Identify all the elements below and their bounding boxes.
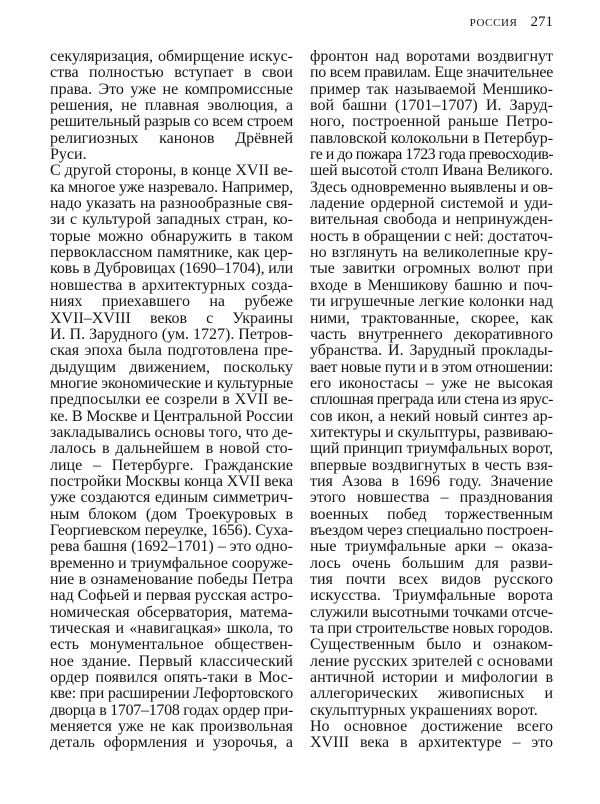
text-line: военных побед торжественным xyxy=(310,505,553,523)
text-line: убранства. И. Зарудный проклады- xyxy=(310,342,553,360)
text-line: И. П. Зарудного (ум. 1727). Петров- xyxy=(50,325,294,343)
text-line: деталь оформления и узорочья, а xyxy=(50,734,293,752)
text-line: новшества в архитектурных созда- xyxy=(50,276,293,294)
text-line: ка многое уже назревало. Например, xyxy=(50,178,294,196)
text-line: фронтон над воротами воздвигнут xyxy=(310,48,553,65)
text-line: ное здание. Первый классический xyxy=(50,652,293,670)
text-line: дыдущим движением, поскольку xyxy=(50,358,293,376)
text-line: закладывались основы того, что де- xyxy=(50,423,293,441)
text-line: XVIII века в архитектуре – это xyxy=(310,734,553,752)
text-line: постройки Москвы конца XVII века xyxy=(50,472,293,490)
text-line: Георгиевском переулке, 1656). Суха- xyxy=(50,521,293,539)
text-line: рева башня (1692–1701) – это одно- xyxy=(50,538,293,556)
text-line: шей высотой столп Ивана Великого. xyxy=(310,162,553,180)
text-line: решения, не плавная эволюция, а xyxy=(50,97,293,115)
text-line: входе в Меншикову башню и поч- xyxy=(310,276,553,294)
text-line: скульптурных украшениях ворот. xyxy=(310,701,538,719)
text-line: меняется уже не как произвольная xyxy=(50,718,293,736)
text-line: впервые воздвигнутых в честь взя- xyxy=(310,456,553,474)
text-line: вает новые пути и в этом отношении: xyxy=(310,358,554,376)
text-line: вительная свобода и непринужден- xyxy=(310,211,553,229)
text-line: права. Это уже не компромиссные xyxy=(50,80,293,98)
text-line: уже создаются единым симметрич- xyxy=(50,489,293,507)
text-line: въездом через специально построен- xyxy=(310,521,553,539)
text-line: зи с культурой западных стран, ко- xyxy=(50,211,293,229)
text-line: торые можно обнаружить в таком xyxy=(50,227,293,245)
text-line: ская эпоха была подготовлена пре- xyxy=(50,342,293,360)
text-line: античной истории и мифологии в xyxy=(310,669,553,687)
text-line: сплошная преграда или стена из ярус- xyxy=(310,391,553,409)
text-line: Существенным было и ознаком- xyxy=(310,636,553,654)
text-line: дворца в 1707–1708 годах ордер при- xyxy=(50,701,294,719)
text-line: пример так называемой Меншико- xyxy=(310,80,553,98)
text-line: лось очень большим для разви- xyxy=(310,554,553,572)
text-line: хитектуры и скульптуры, развиваю- xyxy=(310,423,553,441)
text-line: его иконостасы – уже не высокая xyxy=(310,374,553,392)
text-line: ге и до пожара 1723 года превосходив- xyxy=(310,146,554,164)
text-line: служили высотными точками отсче- xyxy=(310,603,553,621)
text-line: Руси. xyxy=(50,146,87,164)
text-line: Но основное достижение всего xyxy=(310,718,553,736)
text-line: павловской колокольни в Петербур- xyxy=(310,129,553,147)
text-line: ке. В Москве и Центральной России xyxy=(50,407,294,425)
text-line: С другой стороны, в конце XVII ве- xyxy=(50,162,293,180)
left-column xyxy=(50,49,293,752)
text-line: ность в обращении с ней: достаточ- xyxy=(310,227,553,245)
text-line: первоклассном памятнике, как цер- xyxy=(50,244,293,262)
text-line: секуляризация, обмирщение искус- xyxy=(50,48,293,65)
text-line: ства полностью вступает в свои xyxy=(50,64,293,82)
text-line: по всем правилам. Еще значительнее xyxy=(310,64,553,82)
text-line: ные триумфальные арки – оказа- xyxy=(310,538,553,556)
text-line: тия почти всех видов русского xyxy=(310,571,553,588)
text-line: щий принцип триумфальных ворот, xyxy=(310,440,553,458)
text-line: лице – Петербурге. Гражданские xyxy=(50,456,293,474)
text-line: ление русских зрителей с основами xyxy=(310,652,553,670)
text-line: искусства. Триумфальные ворота xyxy=(310,587,553,605)
text-line: но взглянуть на великолепные кру- xyxy=(310,244,553,262)
text-line: тые завитки огромных волют при xyxy=(310,260,553,278)
text-line: этого новшества – празднования xyxy=(310,489,553,507)
text-line: ного, построенной раньше Петро- xyxy=(310,113,553,131)
text-line: религиозных канонов Дрёвней xyxy=(50,129,293,147)
text-line: ними, трактованные, скорее, как xyxy=(310,309,553,327)
text-line: Здесь одновременно выявлены и ов- xyxy=(310,178,553,196)
text-line: ние в ознаменование победы Петра xyxy=(50,571,293,588)
text-line: тия Азова в 1696 году. Значение xyxy=(310,472,553,490)
text-line: сов икон, а некий новый синтез ар- xyxy=(310,407,553,425)
text-line: тическая и «навигацкая» школа, то xyxy=(50,620,293,638)
text-line: многие экономические и культурные xyxy=(50,374,294,392)
text-line: решительный разрыв со всем строем xyxy=(50,113,293,131)
text-line: вой башни (1701–1707) И. Заруд- xyxy=(310,97,553,115)
text-line: номическая обсерватория, матема- xyxy=(50,603,293,621)
text-line: ти игрушечные легкие колонки над xyxy=(310,293,553,311)
text-line: ниях приехавшего на рубеже xyxy=(50,293,293,311)
text-line: кве: при расширении Лефортовского xyxy=(50,685,293,703)
text-line: та при строительстве новых городов. xyxy=(310,620,554,638)
text-line: предпосылки ее созрели в XVII ве- xyxy=(50,391,293,409)
text-line: лалось в дальнейшем в новой сто- xyxy=(50,440,293,458)
text-line: есть монументальное обществен- xyxy=(50,636,293,654)
text-line: ордер появился опять-таки в Мос- xyxy=(50,669,293,687)
text-line: часть внутреннего декоративного xyxy=(310,325,553,343)
text-line: надо указать на разнообразные свя- xyxy=(50,195,293,213)
text-line: ным блоком (дом Троекуровых в xyxy=(50,505,293,523)
text-line: ладение ордерной системой и уди- xyxy=(310,195,553,213)
running-head: РОССИЯ xyxy=(469,17,518,29)
page-number: 271 xyxy=(530,14,553,30)
text-line: ковь в Дубровицах (1690–1704), или xyxy=(50,260,293,278)
page-header xyxy=(310,14,553,34)
text-line: аллегорических живописных и xyxy=(310,685,553,703)
text-line: временно и триумфальное сооруже- xyxy=(50,554,293,572)
right-column xyxy=(310,49,553,752)
text-line: XVII–XVIII веков с Украины xyxy=(50,309,293,327)
text-line: над Софьей и первая русская астро- xyxy=(50,587,293,605)
